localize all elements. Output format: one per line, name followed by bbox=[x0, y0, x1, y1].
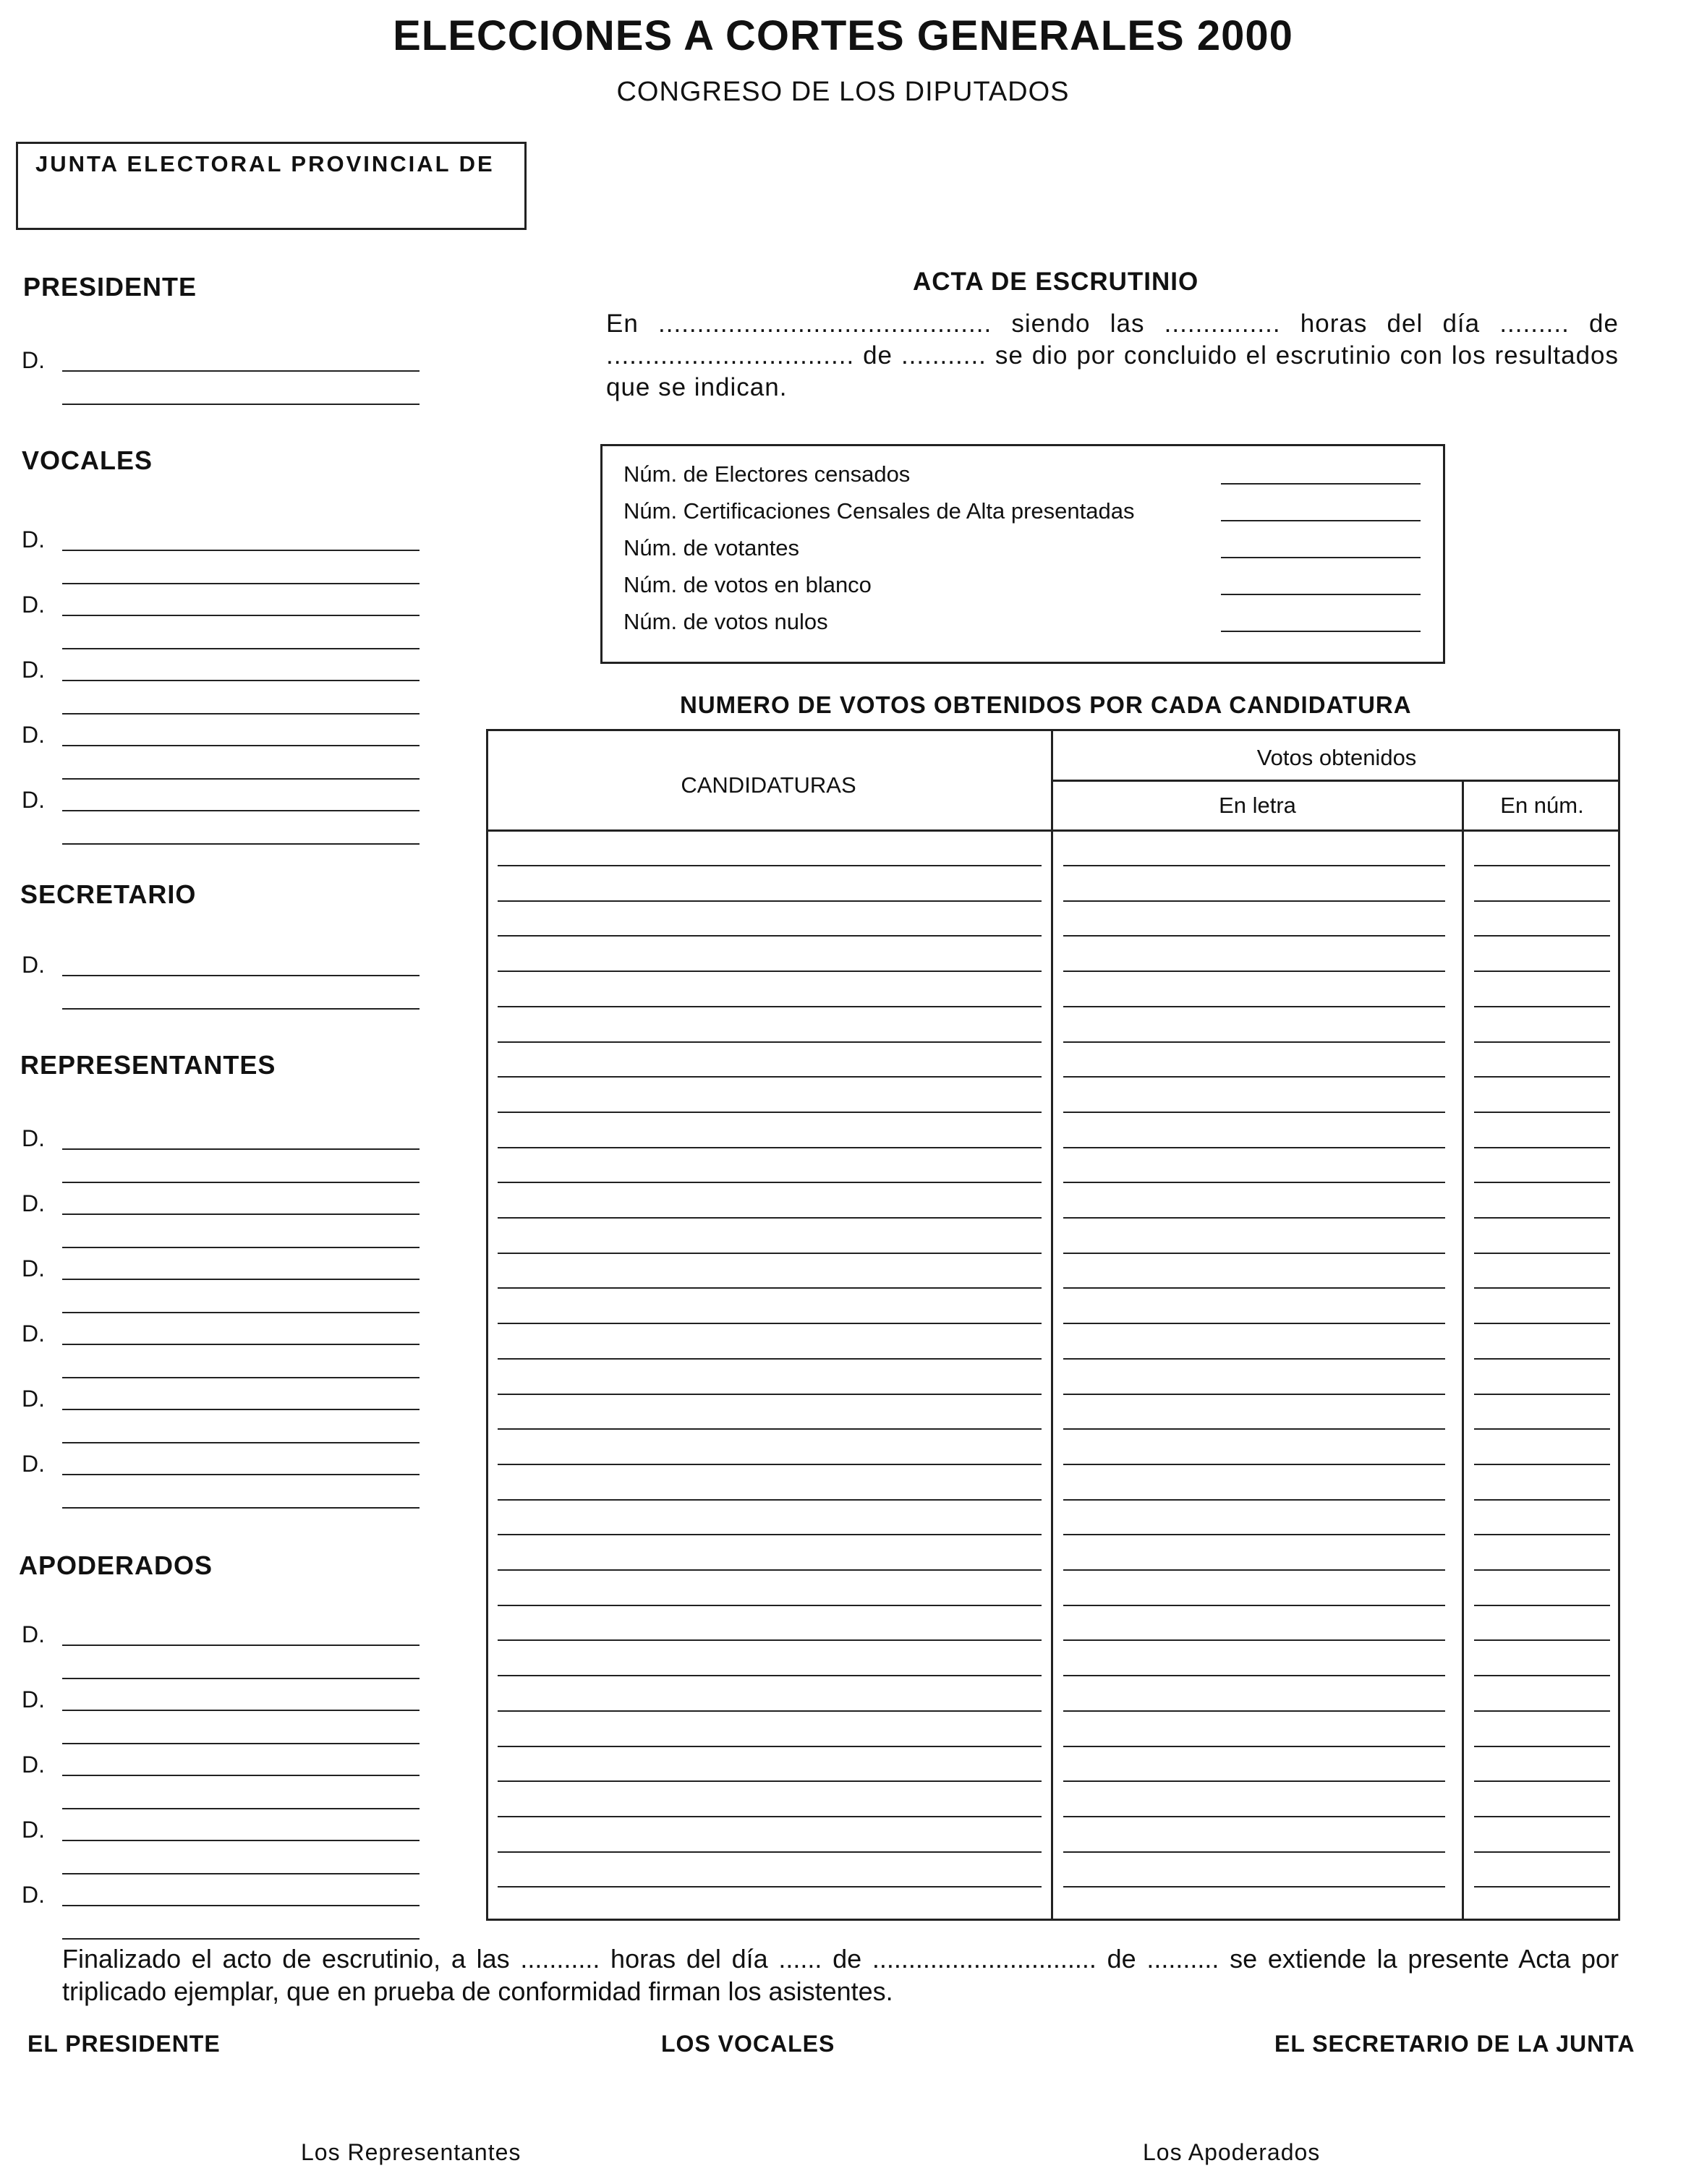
d-prefix: D. bbox=[22, 1621, 45, 1647]
candidatura-line[interactable] bbox=[498, 1287, 1042, 1289]
apoderados-name-line-2-cont[interactable] bbox=[62, 1743, 420, 1744]
page-title: ELECCIONES A CORTES GENERALES 2000 bbox=[393, 12, 1293, 59]
d-prefix: D. bbox=[22, 1190, 45, 1216]
votos-num-line[interactable] bbox=[1474, 1886, 1610, 1887]
junta-electoral-label: JUNTA ELECTORAL PROVINCIAL DE bbox=[35, 151, 495, 176]
table-subheader-line bbox=[1051, 780, 1620, 782]
vocales-name-line-4[interactable] bbox=[62, 745, 420, 746]
representantes-name-line-1-cont[interactable] bbox=[62, 1182, 420, 1183]
candidatura-line[interactable] bbox=[498, 1253, 1042, 1254]
candidatura-line[interactable] bbox=[498, 1816, 1042, 1817]
junta-electoral-box[interactable] bbox=[16, 142, 527, 230]
candidatura-line[interactable] bbox=[498, 1886, 1042, 1887]
stat-value-line[interactable] bbox=[1221, 557, 1421, 558]
d-prefix: D. bbox=[22, 1451, 45, 1477]
candidatura-line[interactable] bbox=[498, 1499, 1042, 1501]
representantes-name-line-5[interactable] bbox=[62, 1409, 420, 1410]
representantes-name-line-3-cont[interactable] bbox=[62, 1312, 420, 1313]
votos-letra-line[interactable] bbox=[1063, 1464, 1445, 1465]
votos-num-line[interactable] bbox=[1474, 1217, 1610, 1219]
stat-value-line[interactable] bbox=[1221, 631, 1421, 632]
votos-num-line[interactable] bbox=[1474, 1358, 1610, 1360]
candidatura-line[interactable] bbox=[498, 900, 1042, 902]
representantes-name-line-4-cont[interactable] bbox=[62, 1377, 420, 1378]
stat-label: Núm. de votos en blanco bbox=[623, 572, 872, 597]
sign-presidente-label: EL PRESIDENTE bbox=[27, 2031, 221, 2057]
representantes-heading: REPRESENTANTES bbox=[20, 1050, 276, 1080]
votos-num-line[interactable] bbox=[1474, 1499, 1610, 1501]
d-prefix: D. bbox=[22, 722, 45, 748]
candidatura-line[interactable] bbox=[498, 1428, 1042, 1430]
apoderados-name-line-3[interactable] bbox=[62, 1775, 420, 1776]
presidente-name-line-1[interactable] bbox=[62, 370, 420, 372]
representantes-name-line-2-cont[interactable] bbox=[62, 1247, 420, 1248]
vocales-name-line-1-cont[interactable] bbox=[62, 583, 420, 584]
candidatura-line[interactable] bbox=[498, 1217, 1042, 1219]
col-header-votos-obtenidos: Votos obtenidos bbox=[1256, 745, 1417, 770]
secretario-name-line-1[interactable] bbox=[62, 975, 420, 976]
votos-num-line[interactable] bbox=[1474, 1710, 1610, 1712]
votos-letra-line[interactable] bbox=[1063, 1534, 1445, 1535]
votos-letra-line[interactable] bbox=[1063, 1605, 1445, 1606]
votos-letra-line[interactable] bbox=[1063, 1076, 1445, 1078]
candidatura-line[interactable] bbox=[498, 1394, 1042, 1395]
candidatura-line[interactable] bbox=[498, 1041, 1042, 1043]
candidatura-line[interactable] bbox=[498, 1534, 1042, 1535]
votos-letra-line[interactable] bbox=[1063, 1886, 1445, 1887]
sign-vocales-label: LOS VOCALES bbox=[661, 2031, 835, 2057]
apoderados-name-line-4[interactable] bbox=[62, 1840, 420, 1841]
votos-num-line[interactable] bbox=[1474, 1076, 1610, 1078]
votos-num-line[interactable] bbox=[1474, 1675, 1610, 1676]
candidatura-line[interactable] bbox=[498, 971, 1042, 972]
votos-num-line[interactable] bbox=[1474, 1605, 1610, 1606]
representantes-name-line-6-cont[interactable] bbox=[62, 1507, 420, 1509]
votos-letra-line[interactable] bbox=[1063, 1147, 1445, 1148]
votos-num-line[interactable] bbox=[1474, 1112, 1610, 1113]
stat-label: Núm. de votos nulos bbox=[623, 609, 828, 634]
votes-table bbox=[486, 729, 1620, 1921]
votos-num-line[interactable] bbox=[1474, 900, 1610, 902]
candidatura-line[interactable] bbox=[498, 1639, 1042, 1641]
votos-num-line[interactable] bbox=[1474, 1746, 1610, 1747]
candidatura-line[interactable] bbox=[498, 1358, 1042, 1360]
votos-num-line[interactable] bbox=[1474, 1534, 1610, 1535]
stat-label: Núm. Certificaciones Censales de Alta presentadas bbox=[623, 498, 1135, 524]
representantes-name-line-4[interactable] bbox=[62, 1344, 420, 1345]
votos-num-line[interactable] bbox=[1474, 1464, 1610, 1465]
candidatura-line[interactable] bbox=[498, 1323, 1042, 1324]
representantes-name-line-2[interactable] bbox=[62, 1213, 420, 1215]
d-prefix: D. bbox=[22, 1817, 45, 1843]
apoderados-name-line-4-cont[interactable] bbox=[62, 1873, 420, 1874]
col-header-candidaturas: CANDIDATURAS bbox=[681, 772, 856, 798]
votos-letra-line[interactable] bbox=[1063, 971, 1445, 972]
votos-letra-line[interactable] bbox=[1063, 1182, 1445, 1183]
vocales-name-line-2-cont[interactable] bbox=[62, 648, 420, 649]
representantes-name-line-1[interactable] bbox=[62, 1148, 420, 1150]
d-prefix: D. bbox=[22, 592, 45, 618]
votos-num-line[interactable] bbox=[1474, 1253, 1610, 1254]
presidente-name-line-1-cont[interactable] bbox=[62, 404, 420, 405]
votos-letra-line[interactable] bbox=[1063, 1639, 1445, 1641]
votos-num-line[interactable] bbox=[1474, 1041, 1610, 1043]
vocales-heading: VOCALES bbox=[22, 445, 153, 475]
votos-num-line[interactable] bbox=[1474, 1394, 1610, 1395]
votos-num-line[interactable] bbox=[1474, 1323, 1610, 1324]
votos-letra-line[interactable] bbox=[1063, 1006, 1445, 1007]
d-prefix: D. bbox=[22, 1255, 45, 1281]
vocales-name-line-3[interactable] bbox=[62, 680, 420, 681]
d-prefix: D. bbox=[22, 952, 45, 978]
votos-letra-line[interactable] bbox=[1063, 1041, 1445, 1043]
apoderados-heading: APODERADOS bbox=[19, 1550, 213, 1580]
closing-text: Finalizado el acto de escrutinio, a las ........... horas del día ...... de ............................... de .......... se extiende la presente Acta por triplicado ejemplar, que en prueba de conformidad firman los asistentes. bbox=[62, 1944, 1619, 2006]
representantes-name-line-3[interactable] bbox=[62, 1279, 420, 1280]
apoderados-name-line-5-cont[interactable] bbox=[62, 1938, 420, 1940]
votos-letra-line[interactable] bbox=[1063, 935, 1445, 937]
apoderados-name-line-1[interactable] bbox=[62, 1645, 420, 1646]
candidatura-line[interactable] bbox=[498, 1006, 1042, 1007]
candidatura-line[interactable] bbox=[498, 865, 1042, 866]
votos-letra-line[interactable] bbox=[1063, 1253, 1445, 1254]
votos-num-line[interactable] bbox=[1474, 1006, 1610, 1007]
votos-num-line[interactable] bbox=[1474, 1182, 1610, 1183]
votos-letra-line[interactable] bbox=[1063, 1112, 1445, 1113]
d-prefix: D. bbox=[22, 1125, 45, 1151]
d-prefix: D. bbox=[22, 1686, 45, 1712]
stat-value-line[interactable] bbox=[1221, 483, 1421, 485]
d-prefix: D. bbox=[22, 1321, 45, 1347]
votos-num-line[interactable] bbox=[1474, 1147, 1610, 1148]
candidatura-line[interactable] bbox=[498, 935, 1042, 937]
d-prefix: D. bbox=[22, 347, 45, 373]
stat-label: Núm. de Electores censados bbox=[623, 461, 911, 487]
votos-num-line[interactable] bbox=[1474, 1287, 1610, 1289]
col-header-en-num: En núm. bbox=[1500, 793, 1584, 818]
candidatura-line[interactable] bbox=[498, 1780, 1042, 1782]
votos-num-line[interactable] bbox=[1474, 1816, 1610, 1817]
vocales-name-line-4-cont[interactable] bbox=[62, 778, 420, 780]
secretario-heading: SECRETARIO bbox=[20, 879, 197, 909]
acta-title: ACTA DE ESCRUTINIO bbox=[913, 268, 1199, 296]
d-prefix: D. bbox=[22, 787, 45, 813]
votos-num-line[interactable] bbox=[1474, 1780, 1610, 1782]
votos-letra-line[interactable] bbox=[1063, 1746, 1445, 1747]
stat-label: Núm. de votantes bbox=[623, 535, 799, 560]
votos-num-line[interactable] bbox=[1474, 1851, 1610, 1853]
d-prefix: D. bbox=[22, 526, 45, 553]
candidatura-line[interactable] bbox=[498, 1710, 1042, 1712]
vocales-name-line-1[interactable] bbox=[62, 550, 420, 551]
votos-letra-line[interactable] bbox=[1063, 900, 1445, 902]
sign-secretario-label: EL SECRETARIO DE LA JUNTA bbox=[1274, 2031, 1635, 2057]
votos-letra-line[interactable] bbox=[1063, 1394, 1445, 1395]
votos-letra-line[interactable] bbox=[1063, 865, 1445, 866]
apoderados-name-line-1-cont[interactable] bbox=[62, 1678, 420, 1679]
votos-letra-line[interactable] bbox=[1063, 1710, 1445, 1712]
acta-text: En ........................................... siendo las ............... horas del día ......... de ................................ de ........... se dio por concluido el escrutinio con los resultados que se indican. bbox=[606, 310, 1619, 401]
candidatura-line[interactable] bbox=[498, 1851, 1042, 1853]
votos-letra-line[interactable] bbox=[1063, 1675, 1445, 1676]
page-subtitle: CONGRESO DE LOS DIPUTADOS bbox=[616, 77, 1070, 107]
votos-num-line[interactable] bbox=[1474, 971, 1610, 972]
representantes-name-line-6[interactable] bbox=[62, 1474, 420, 1475]
votos-num-line[interactable] bbox=[1474, 1639, 1610, 1641]
votos-num-line[interactable] bbox=[1474, 1569, 1610, 1571]
stat-value-line[interactable] bbox=[1221, 520, 1421, 521]
candidatura-line[interactable] bbox=[498, 1147, 1042, 1148]
stat-value-line[interactable] bbox=[1221, 594, 1421, 595]
table-divider-num bbox=[1462, 780, 1464, 1921]
votos-letra-line[interactable] bbox=[1063, 1217, 1445, 1219]
sign-representantes-label: Los Representantes bbox=[301, 2139, 521, 2165]
d-prefix: D. bbox=[22, 1386, 45, 1412]
candidatura-line[interactable] bbox=[498, 1112, 1042, 1113]
representantes-name-line-5-cont[interactable] bbox=[62, 1442, 420, 1443]
vocales-name-line-5-cont[interactable] bbox=[62, 843, 420, 845]
candidatura-line[interactable] bbox=[498, 1464, 1042, 1465]
d-prefix: D. bbox=[22, 1882, 45, 1908]
votos-letra-line[interactable] bbox=[1063, 1780, 1445, 1782]
votos-letra-line[interactable] bbox=[1063, 1851, 1445, 1853]
votos-num-line[interactable] bbox=[1474, 1428, 1610, 1430]
votes-table-title: NUMERO DE VOTOS OBTENIDOS POR CADA CANDIDATURA bbox=[680, 691, 1412, 718]
apoderados-name-line-3-cont[interactable] bbox=[62, 1808, 420, 1809]
vocales-name-line-3-cont[interactable] bbox=[62, 713, 420, 715]
table-divider-candidaturas bbox=[1051, 729, 1053, 1921]
table-header-bottom-line bbox=[486, 829, 1620, 832]
d-prefix: D. bbox=[22, 657, 45, 683]
votos-letra-line[interactable] bbox=[1063, 1358, 1445, 1360]
votos-num-line[interactable] bbox=[1474, 935, 1610, 937]
candidatura-line[interactable] bbox=[498, 1746, 1042, 1747]
votos-letra-line[interactable] bbox=[1063, 1569, 1445, 1571]
candidatura-line[interactable] bbox=[498, 1675, 1042, 1676]
votos-num-line[interactable] bbox=[1474, 865, 1610, 866]
candidatura-line[interactable] bbox=[498, 1182, 1042, 1183]
votos-letra-line[interactable] bbox=[1063, 1499, 1445, 1501]
votos-letra-line[interactable] bbox=[1063, 1287, 1445, 1289]
sign-apoderados-label: Los Apoderados bbox=[1143, 2139, 1321, 2165]
candidatura-line[interactable] bbox=[498, 1605, 1042, 1606]
candidatura-line[interactable] bbox=[498, 1569, 1042, 1571]
presidente-heading: PRESIDENTE bbox=[23, 272, 197, 302]
col-header-en-letra: En letra bbox=[1219, 793, 1296, 818]
votos-letra-line[interactable] bbox=[1063, 1428, 1445, 1430]
vocales-name-line-2[interactable] bbox=[62, 615, 420, 616]
secretario-name-line-1-cont[interactable] bbox=[62, 1008, 420, 1010]
apoderados-name-line-5[interactable] bbox=[62, 1905, 420, 1906]
apoderados-name-line-2[interactable] bbox=[62, 1710, 420, 1711]
votos-letra-line[interactable] bbox=[1063, 1816, 1445, 1817]
d-prefix: D. bbox=[22, 1752, 45, 1778]
votos-letra-line[interactable] bbox=[1063, 1323, 1445, 1324]
vocales-name-line-5[interactable] bbox=[62, 810, 420, 811]
candidatura-line[interactable] bbox=[498, 1076, 1042, 1078]
